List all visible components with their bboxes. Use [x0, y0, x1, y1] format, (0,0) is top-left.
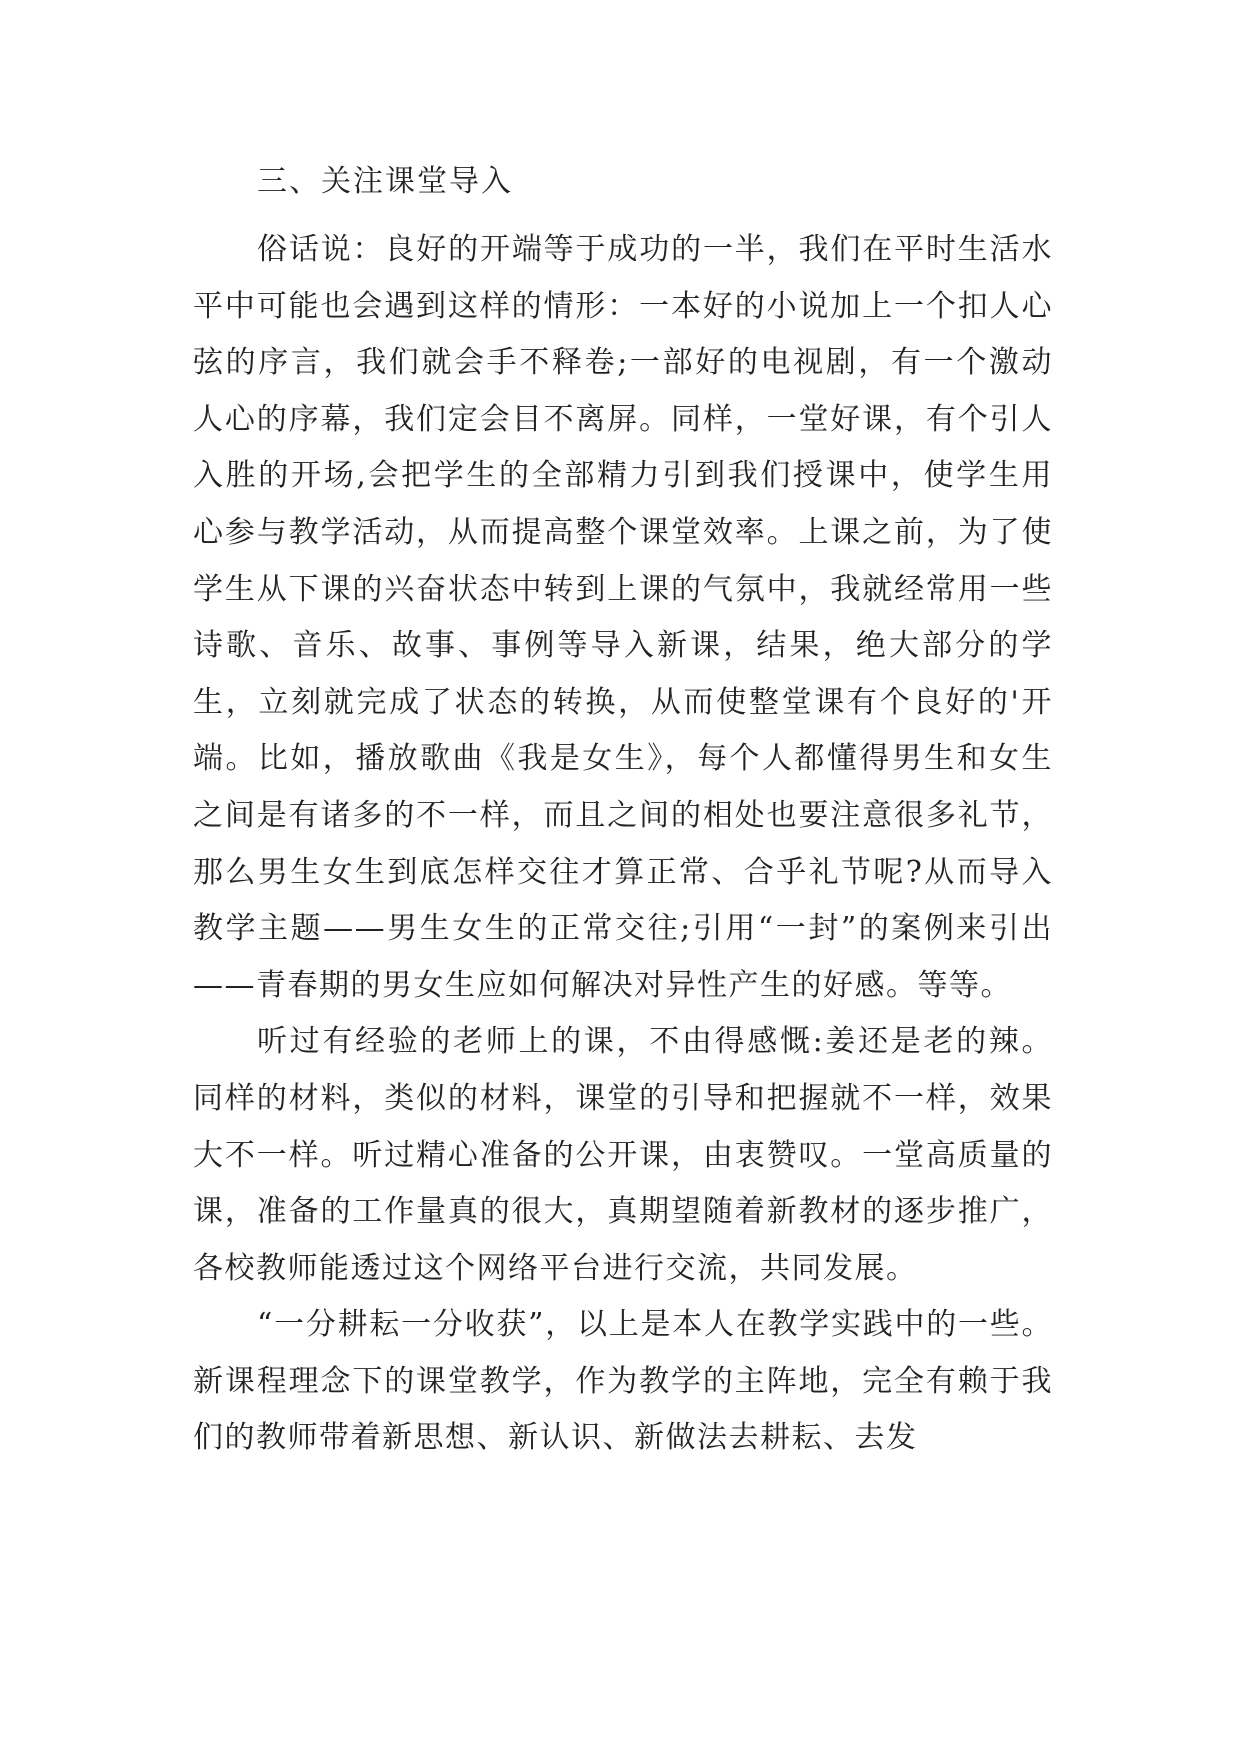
section-heading: 三、关注课堂导入 — [257, 164, 513, 199]
paragraph-experienced-teachers: 听过有经验的老师上的课，不由得感慨:姜还是老的辣。同样的材料，类似的材料，课堂的引导和把握就不一样，效果大不一样。听过精心准备的公开课，由衷赞叹。一堂高质量的课，准备的工作量真的很大，真期望随着新教材的逐步推广，各校教师能透过这个网络平台进行交流，共同发展。 — [193, 1024, 1053, 1286]
body-text — [193, 222, 1053, 1467]
paragraph-course-intro: 俗话说：良好的开端等于成功的一半，我们在平时生活水平中可能也会遇到这样的情形：一本好的小说加上一个扣人心弦的序言，我们就会手不释卷;一部好的电视剧，有一个激动人心的序幕，我们定会目不离屏。同样，一堂好课，有个引人入胜的开场,会把学生的全部精力引到我们授课中，使学生用心参与教学活动，从而提高整个课堂效率。上课之前，为了使学生从下课的兴奋状态中转到上课的气氛中，我就经常用一些诗歌、音乐、故事、事例等导入新课，结果，绝大部分的学生，立刻就完成了状态的转换，从而使整堂课有个良好的'开端。比如，播放歌曲《我是女生》，每个人都懂得男生和女生之间是有诸多的不一样，而且之间的相处也要注意很多礼节，那么男生女生到底怎样交往才算正常、合乎礼节呢?从而导入教学主题——男生女生的正常交往;引用“一封”的案例来引出——青春期的男女生应如何解决对异性产生的好感。等等。 — [193, 232, 1053, 1003]
paragraph-conclusion: “一分耕耘一分收获”，以上是本人在教学实践中的一些。新课程理念下的课堂教学，作为教学的主阵地，完全有赖于我们的教师带着新思想、新认识、新做法去耕耘、去发 — [193, 1307, 1053, 1456]
